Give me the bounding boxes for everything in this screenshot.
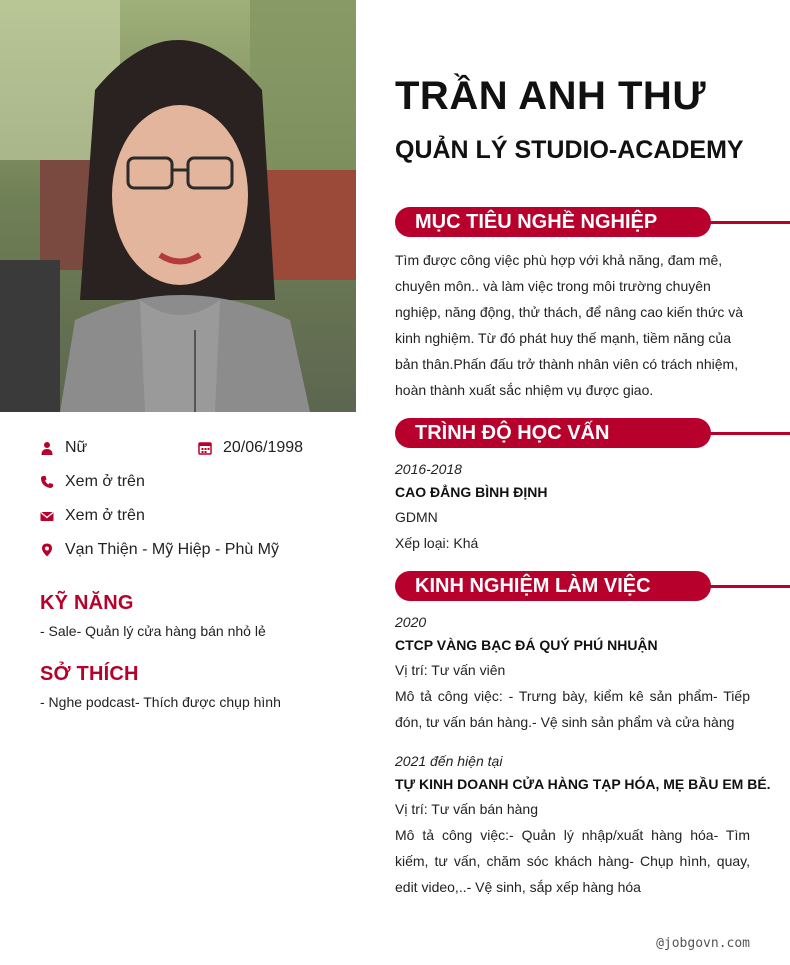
education-school: CAO ĐẲNG BÌNH ĐỊNH: [395, 484, 548, 500]
right-column: [356, 0, 790, 965]
job-period: 2021 đến hiện tại: [395, 753, 503, 769]
job-description: Mô tả công việc:- Quản lý nhập/xuất hàng hóa- Tìm kiếm, tư vấn, chăm sóc khách hàng- Chụp hình, quay, edit video,..- Vệ sinh, sắp xếp hàng hóa: [395, 827, 750, 895]
gender-value: Nữ: [65, 439, 88, 456]
objective-header: [395, 207, 790, 237]
objective-line: chuyên môn.. và làm việc trong môi trường chuyên: [395, 278, 711, 294]
objective-line: Tìm được công việc phù hợp với khả năng, đam mê,: [395, 252, 723, 268]
education-header: [395, 418, 790, 448]
watermark-text: @jobgovn.com: [656, 936, 750, 951]
phone-value[interactable]: Xem ở trên: [65, 473, 145, 490]
envelope-icon: [40, 508, 54, 524]
job-position: Vị trí: Tư vấn bán hàng: [395, 801, 538, 817]
skills-text: - Sale- Quản lý cửa hàng bán nhỏ lẻ: [40, 623, 266, 639]
skills-title: KỸ NĂNG: [40, 592, 134, 614]
map-pin-icon: [40, 542, 54, 558]
objective-text: [395, 247, 750, 403]
objective-line: hoàn thành xuất sắc nhiệm vụ được giao.: [395, 382, 654, 398]
education-title: TRÌNH ĐỘ HỌC VẤN: [395, 418, 711, 448]
gender-row: [40, 436, 87, 460]
experience-header: [395, 571, 790, 601]
objective-line: nghiệp, năng động, thử thách, để nâng cao kiến thức và: [395, 304, 743, 320]
email-value[interactable]: Xem ở trên: [65, 507, 145, 524]
birthday-value: 20/06/1998: [223, 439, 304, 456]
job-period: 2020: [395, 614, 427, 630]
objective-title: MỤC TIÊU NGHỀ NGHIỆP: [395, 207, 711, 237]
birthday-row: [198, 436, 303, 460]
job-position: Vị trí: Tư vấn viên: [395, 662, 506, 678]
person-icon: [40, 440, 54, 456]
phone-icon: [40, 474, 54, 490]
job-company: TỰ KINH DOANH CỬA HÀNG TẠP HÓA, MẸ BẦU EM BÉ.: [395, 776, 771, 792]
hobbies-title: SỞ THÍCH: [40, 663, 139, 685]
address-value: Vạn Thiện - Mỹ Hiệp - Phù Mỹ: [65, 541, 280, 558]
education-grade: Xếp loại: Khá: [395, 535, 479, 551]
phone-row: [40, 470, 145, 494]
education-major: GDMN: [395, 509, 438, 525]
calendar-icon: [198, 440, 212, 456]
hobbies-text: - Nghe podcast- Thích được chụp hình: [40, 694, 281, 710]
job-company: CTCP VÀNG BẠC ĐÁ QUÝ PHÚ NHUẬN: [395, 637, 658, 653]
job-description: Mô tả công việc: - Trưng bày, kiểm kê sản phẩm- Tiếp đón, tư vấn bán hàng.- Vệ sinh sản phẩm và cửa hàng: [395, 688, 750, 730]
profile-photo: [0, 0, 356, 412]
objective-line: bản thân.Phấn đấu trở thành nhân viên có trách nhiệm,: [395, 356, 739, 372]
left-column: [0, 0, 356, 965]
full-name: TRẦN ANH THƯ: [395, 74, 706, 118]
education-period: 2016-2018: [395, 461, 462, 477]
email-row: [40, 504, 145, 528]
objective-line: kinh nghiệm. Từ đó phát huy thế mạnh, tiềm năng của: [395, 330, 731, 346]
job-title: QUẢN LÝ STUDIO-ACADEMY: [395, 136, 744, 164]
experience-title: KINH NGHIỆM LÀM VIỆC: [395, 571, 711, 601]
address-row: [40, 538, 279, 562]
